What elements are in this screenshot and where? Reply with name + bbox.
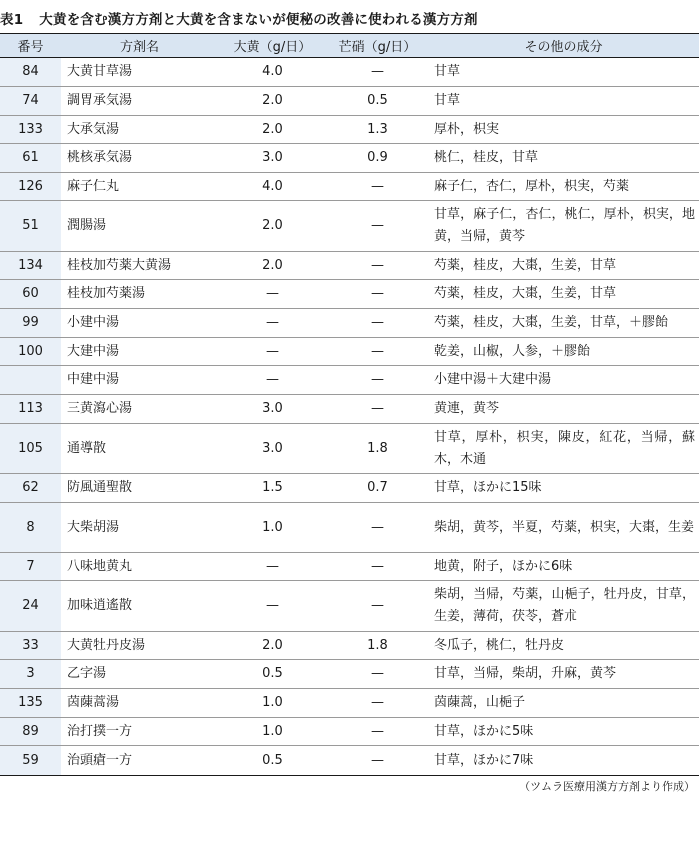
table-row (0, 424, 699, 474)
row-formula-name: 治頭瘡一方 (61, 746, 218, 776)
row-other-ingredients: 甘草，当帰，柴胡，升麻，黄芩 (428, 660, 699, 689)
row-formula-name: 治打撲一方 (61, 718, 218, 746)
row-number: 126 (0, 173, 61, 201)
row-other-ingredients: 甘草，ほかに7味 (428, 746, 699, 776)
table-title (0, 8, 699, 28)
row-other-ingredients: 甘草，ほかに5味 (428, 718, 699, 746)
row-daio: — (218, 581, 327, 632)
row-formula-name: 桃核承気湯 (61, 144, 218, 173)
row-bosho: — (327, 173, 428, 201)
row-formula-name: 茵蔯蒿湯 (61, 689, 218, 718)
row-number: 33 (0, 632, 61, 660)
table-row (0, 746, 699, 776)
row-other-ingredients: 小建中湯＋大建中湯 (428, 366, 699, 395)
header-number: 番号 (0, 34, 61, 58)
row-bosho: 1.8 (327, 632, 428, 660)
row-formula-name: 通導散 (61, 424, 218, 474)
row-other-ingredients: 厚朴，枳実 (428, 116, 699, 144)
row-daio: 0.5 (218, 746, 327, 776)
row-number: 100 (0, 338, 61, 366)
row-bosho: 1.8 (327, 424, 428, 474)
row-bosho: — (327, 581, 428, 632)
row-formula-name: 大承気湯 (61, 116, 218, 144)
row-other-ingredients: 甘草，ほかに15味 (428, 474, 699, 503)
row-bosho: — (327, 252, 428, 280)
row-daio: 2.0 (218, 116, 327, 144)
row-formula-name: 大黄甘草湯 (61, 58, 218, 87)
row-other-ingredients: 麻子仁，杏仁，厚朴，枳実，芍薬 (428, 173, 699, 201)
row-bosho: — (327, 503, 428, 553)
row-other-ingredients: 柴胡，黄芩，半夏，芍薬，枳実，大棗，生姜 (428, 503, 699, 553)
row-number: 89 (0, 718, 61, 746)
row-other-ingredients: 甘草，厚朴，枳実，陳皮，紅花，当帰，蘇木，木通 (428, 424, 699, 474)
row-other-ingredients: 茵蔯蒿，山梔子 (428, 689, 699, 718)
row-daio: 0.5 (218, 660, 327, 689)
row-bosho: — (327, 201, 428, 252)
row-bosho: — (327, 689, 428, 718)
row-other-ingredients: 芍薬，桂皮，大棗，生姜，甘草 (428, 280, 699, 309)
row-formula-name: 三黄瀉心湯 (61, 395, 218, 424)
row-other-ingredients: 桃仁，桂皮，甘草 (428, 144, 699, 173)
table-row (0, 581, 699, 632)
row-formula-name: 桂枝加芍薬大黄湯 (61, 252, 218, 280)
row-number: 135 (0, 689, 61, 718)
row-bosho: — (327, 58, 428, 87)
kampo-table (0, 33, 699, 776)
row-bosho: — (327, 280, 428, 309)
header-daio: 大黄（g/日） (218, 34, 327, 58)
row-daio: — (218, 553, 327, 581)
table-header-row (0, 34, 699, 58)
row-daio: 1.0 (218, 503, 327, 553)
row-formula-name: 防風通聖散 (61, 474, 218, 503)
row-daio: 2.0 (218, 252, 327, 280)
row-number (0, 366, 61, 395)
table-row (0, 395, 699, 424)
row-formula-name: 中建中湯 (61, 366, 218, 395)
row-daio: 2.0 (218, 201, 327, 252)
row-daio: — (218, 366, 327, 395)
row-bosho: — (327, 553, 428, 581)
row-bosho: — (327, 338, 428, 366)
row-number: 51 (0, 201, 61, 252)
table-row (0, 366, 699, 395)
row-formula-name: 小建中湯 (61, 309, 218, 338)
row-formula-name: 八味地黄丸 (61, 553, 218, 581)
row-number: 8 (0, 503, 61, 553)
row-other-ingredients: 黄連，黄芩 (428, 395, 699, 424)
table-row (0, 173, 699, 201)
row-formula-name: 桂枝加芍薬湯 (61, 280, 218, 309)
row-daio: 3.0 (218, 424, 327, 474)
row-number: 61 (0, 144, 61, 173)
row-number: 133 (0, 116, 61, 144)
table-row (0, 718, 699, 746)
table-row (0, 632, 699, 660)
row-number: 105 (0, 424, 61, 474)
row-number: 3 (0, 660, 61, 689)
row-number: 59 (0, 746, 61, 776)
row-formula-name: 大建中湯 (61, 338, 218, 366)
row-formula-name: 加味逍遙散 (61, 581, 218, 632)
row-formula-name: 麻子仁丸 (61, 173, 218, 201)
row-formula-name: 大柴胡湯 (61, 503, 218, 553)
row-daio: 1.0 (218, 718, 327, 746)
row-number: 60 (0, 280, 61, 309)
row-bosho: — (327, 309, 428, 338)
table-row (0, 144, 699, 173)
table-row (0, 503, 699, 553)
row-bosho: 0.7 (327, 474, 428, 503)
table-row (0, 474, 699, 503)
header-bosho: 芒硝（g/日） (327, 34, 428, 58)
row-formula-name: 調胃承気湯 (61, 87, 218, 116)
row-formula-name: 大黄牡丹皮湯 (61, 632, 218, 660)
row-other-ingredients: 甘草 (428, 87, 699, 116)
row-daio: 1.0 (218, 689, 327, 718)
table-row (0, 280, 699, 309)
row-daio: 3.0 (218, 395, 327, 424)
table-row (0, 58, 699, 87)
row-other-ingredients: 甘草，麻子仁，杏仁，桃仁，厚朴，枳実，地黄，当帰，黄芩 (428, 201, 699, 252)
row-number: 62 (0, 474, 61, 503)
table-caption: 大黄を含む漢方方剤と大黄を含まないが便秘の改善に使われる漢方方剤 (39, 12, 478, 28)
table-row (0, 660, 699, 689)
table-label: 表1 (0, 12, 24, 28)
row-other-ingredients: 甘草 (428, 58, 699, 87)
row-daio: 4.0 (218, 58, 327, 87)
table-row (0, 689, 699, 718)
header-formula-name: 方剤名 (61, 34, 218, 58)
row-other-ingredients: 芍薬，桂皮，大棗，生姜，甘草，＋膠飴 (428, 309, 699, 338)
row-daio: 1.5 (218, 474, 327, 503)
table-row (0, 553, 699, 581)
row-bosho: 1.3 (327, 116, 428, 144)
row-bosho: 0.9 (327, 144, 428, 173)
row-number: 7 (0, 553, 61, 581)
table-row (0, 338, 699, 366)
row-daio: 2.0 (218, 632, 327, 660)
row-daio: — (218, 309, 327, 338)
row-bosho: — (327, 718, 428, 746)
row-other-ingredients: 芍薬，桂皮，大棗，生姜，甘草 (428, 252, 699, 280)
table-row (0, 252, 699, 280)
row-bosho: — (327, 746, 428, 776)
row-number: 99 (0, 309, 61, 338)
row-daio: — (218, 338, 327, 366)
row-daio: 2.0 (218, 87, 327, 116)
header-other-ingredients: その他の成分 (428, 34, 699, 58)
row-formula-name: 乙字湯 (61, 660, 218, 689)
row-formula-name: 潤腸湯 (61, 201, 218, 252)
row-bosho: — (327, 366, 428, 395)
row-number: 113 (0, 395, 61, 424)
row-other-ingredients: 冬瓜子，桃仁，牡丹皮 (428, 632, 699, 660)
row-other-ingredients: 地黄，附子，ほかに6味 (428, 553, 699, 581)
table-row (0, 201, 699, 252)
row-daio: — (218, 280, 327, 309)
row-number: 24 (0, 581, 61, 632)
row-number: 84 (0, 58, 61, 87)
row-bosho: — (327, 395, 428, 424)
row-number: 134 (0, 252, 61, 280)
table-row (0, 309, 699, 338)
row-bosho: 0.5 (327, 87, 428, 116)
table-body (0, 58, 699, 776)
table-row (0, 116, 699, 144)
row-other-ingredients: 柴胡，当帰，芍薬，山梔子，牡丹皮，甘草，生姜，薄荷，茯苓，蒼朮 (428, 581, 699, 632)
row-daio: 4.0 (218, 173, 327, 201)
row-bosho: — (327, 660, 428, 689)
row-other-ingredients: 乾姜，山椒，人参，＋膠飴 (428, 338, 699, 366)
row-number: 74 (0, 87, 61, 116)
table-row (0, 87, 699, 116)
row-daio: 3.0 (218, 144, 327, 173)
source-note: （ツムラ医療用漢方方剤より作成） (519, 780, 695, 793)
